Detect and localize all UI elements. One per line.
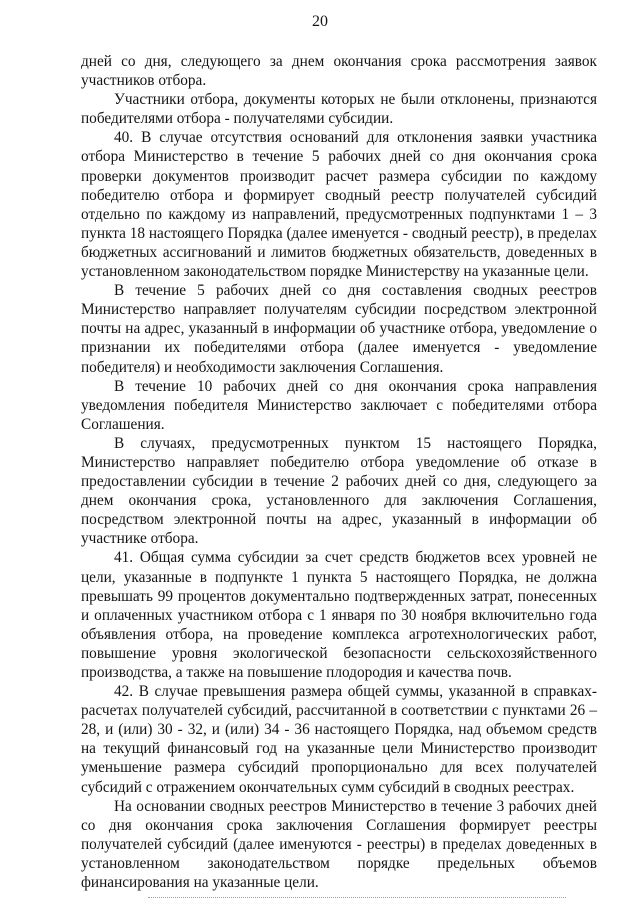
paragraph-winners-recognized: Участники отбора, документы которых не были отклонены, признаются победителями отбора - получателями субсидии. <box>81 91 597 128</box>
bottom-scan-rule <box>148 897 566 898</box>
paragraph-continuation: дней со дня, следующего за днем окончания срока рассмотрения заявок участников отбора. <box>81 53 597 90</box>
paragraph-clause-42: 42. В случае превышения размера общей суммы, указанной в справках-расчетах получателей субсидий, рассчитанной в соответствии с пунктами 26 – 28, и (или) 30 - 32, и (или) 34 - 36 настоящего Порядка, над объемом средств на текущий финансовый год на указанные цели Министерство производит уменьшение размера субсидий пропорционально для всех получателей субсидий с отражением окончательных сумм субсидий в сводных реестрах. <box>81 683 597 796</box>
page-number: 20 <box>312 13 328 30</box>
document-body <box>81 52 597 892</box>
paragraph-clause-41: 41. Общая сумма субсидии за счет средств бюджетов всех уровней не цели, указанные в подпункте 1 пункта 5 настоящего Порядка, не должна превышать 99 процентов документально подтвержденных затрат, понесенных и оплаченных участником отбора с 1 января по 30 ноября включительно года объявления отбора, на проведение комплекса агротехнологических работ, повышение уровня экологической безопасности сельскохозяйственного производства, а также на повышение плодородия и качества почв. <box>81 549 597 681</box>
paragraph-notification: В течение 5 рабочих дней со дня составления сводных реестров Министерство направляет получателям субсидии посредством электронной почты на адрес, указанный в информации об участнике отбора, уведомление о признании их победителями отбора (далее именуется - уведомление победителя) и необходимости заключения Соглашения. <box>81 282 597 376</box>
paragraph-agreement-signing: В течение 10 рабочих дней со дня окончания срока направления уведомления победителя Министерство заключает с победителями отбора Соглашения. <box>81 377 597 433</box>
paragraph-clause-40: 40. В случае отсутствия оснований для отклонения заявки участника отбора Министерство в течение 5 рабочих дней со дня окончания срока проверки документов производит расчет размера субсидии по каждому победителю отбора и формирует сводный реестр получателей субсидий отдельно по каждому из направлений, предусмотренных подпунктами 1 – 3 пункта 18 настоящего Порядка (далее именуется - сводный реестр), в пределах бюджетных ассигнований и лимитов бюджетных обязательств, доведенных в установленном законодательством порядке Министерству на указанные цели. <box>81 129 597 281</box>
paragraph-registers: На основании сводных реестров Министерство в течение 3 рабочих дней со дня окончания срока заключения Соглашения формирует реестры получателей субсидий (далее именуются - реестры) в пределах доведенных в установленном законодательством порядке предельных объемов финансирования на указанные цели. <box>81 797 597 892</box>
paragraph-refusal-notice: В случаях, предусмотренных пунктом 15 настоящего Порядка, Министерство направляет победителю отбора уведомление об отказе в предоставлении субсидии в течение 2 рабочих дней со дня, следующего за днем окончания срока, установленного для заключения Соглашения, посредством электронной почты на адрес, указанный в информации об участнике отбора. <box>81 434 597 548</box>
